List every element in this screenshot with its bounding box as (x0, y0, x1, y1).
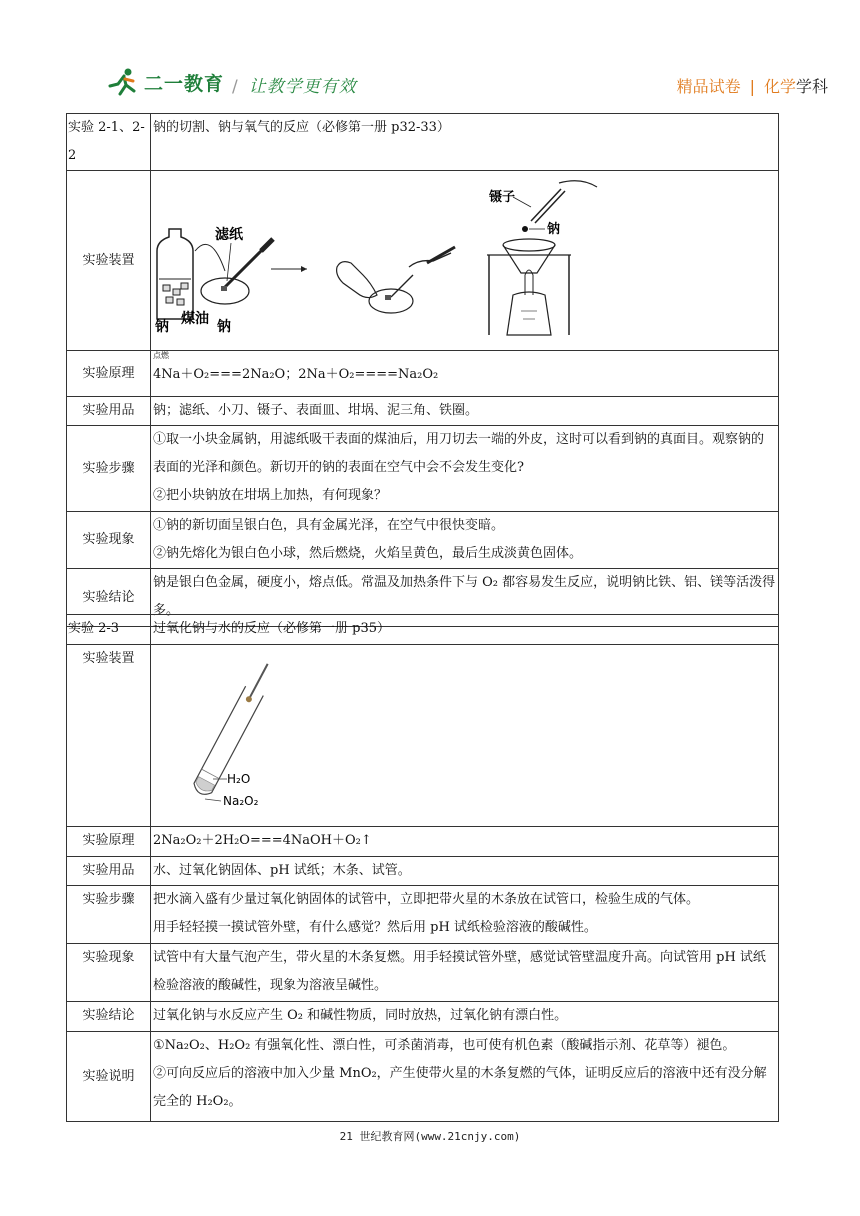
runner-logo-icon (106, 67, 140, 97)
slogan-text: 让教学更有效 (248, 77, 357, 97)
table1-apparatus-label: 实验装置 (67, 171, 151, 351)
tag-subject: 学科 (795, 77, 828, 96)
table1-phenomena-label: 实验现象 (67, 512, 151, 569)
table1-materials-text: 钠；滤纸、小刀、镊子、表面皿、坩埚、泥三角、铁圈。 (151, 397, 779, 426)
table2-steps-cell (151, 886, 779, 944)
table2-title-label: 实验 2-3 (67, 615, 151, 645)
table1-phenomenon-1: ①钠的新切面呈银白色，具有金属光泽，在空气中很快变暗。 (153, 518, 505, 533)
label-sodium-1: 钠 (155, 319, 169, 335)
table2-title: 过氧化钠与水的反应（必修第一册 p35） (151, 615, 779, 645)
table1-conclusion-text: 钠是银白色金属，硬度小，熔点低。常温及加热条件下与 O₂ 都容易发生反应，说明钠比铁、铝、镁等活泼得多。 (151, 569, 779, 627)
table1-title: 钠的切割、钠与氧气的反应（必修第一册 p32-33） (151, 114, 779, 171)
table1-steps-cell (151, 426, 779, 512)
table1-step-1: ①取一小块金属钠，用滤纸吸干表面的煤油后，用刀切去一端的外皮，这时可以看到钠的真面目。观察钠的表面的光泽和颜色。新切开的钠的表面在空气中会不会发生变化? (153, 432, 765, 475)
slogan: / 让教学更有效 (232, 77, 357, 97)
table2-step-2: 用手轻轻摸一摸试管外壁，有什么感觉？然后用 pH 试纸检验溶液的酸碱性。 (153, 920, 597, 935)
page-header (0, 0, 860, 110)
table2-steps-label: 实验步骤 (67, 886, 151, 944)
page-footer: 21 世纪教育网(www.21cnjy.com) (339, 1130, 521, 1143)
label-kerosene: 煤油 (181, 311, 209, 327)
table1-principle-text: 4Na＋O₂===2Na₂O；2Na＋O₂====Na₂O₂ (153, 367, 439, 382)
table2-principle-label: 实验原理 (67, 827, 151, 857)
label-tweezers: 镊子 (489, 190, 516, 205)
label-sodium-peroxide: Na₂O₂ (223, 794, 259, 808)
table2-conclusion-label: 实验结论 (67, 1002, 151, 1032)
table1-apparatus-figure (151, 171, 779, 351)
table2-conclusion-text: 过氧化钠与水反应产生 O₂ 和碱性物质，同时放热，过氧化钠有漂白性。 (151, 1002, 779, 1032)
header-tags: 精品试卷 | 化学学科 (676, 77, 828, 96)
table2-materials-label: 实验用品 (67, 857, 151, 886)
table2-note-2: ②可向反应后的溶液中加入少量 MnO₂，产生使带火星的木条复燃的气体，证明反应后的溶液中还有没分解完全的 H₂O₂。 (153, 1066, 767, 1109)
label-water: H₂O (227, 772, 251, 786)
table1-conclusion-label: 实验结论 (67, 569, 151, 627)
logo (106, 66, 224, 98)
table2-apparatus-label: 实验装置 (67, 645, 151, 827)
label-filter-paper: 滤纸 (215, 227, 243, 243)
sodium-apparatus-illustration (151, 171, 621, 339)
table2-phenomena-text: 试管中有大量气泡产生，带火星的木条复燃。用手轻摸试管外壁，感觉试管壁温度升高。向试管用 pH 试纸检验溶液的酸碱性，现象为溶液呈碱性。 (151, 944, 779, 1002)
table2-materials-text: 水、过氧化钠固体、pH 试纸；木条、试管。 (151, 857, 779, 886)
table1-phenomenon-2: ②钠先熔化为银白色小球，然后燃烧，火焰呈黄色，最后生成淡黄色固体。 (153, 546, 583, 561)
test-tube-illustration (151, 645, 311, 815)
label-sodium-3: 钠 (547, 222, 561, 237)
table2-phenomena-label: 实验现象 (67, 944, 151, 1002)
table2-note-1: ①Na₂O₂、H₂O₂ 有强氧化性、漂白性，可杀菌消毒，也可使有机色素（酸碱指示剂、花草等）褪色。 (153, 1038, 736, 1053)
table1-principle-cell (151, 351, 779, 397)
table1-title-label: 实验 2-1、2-2 (67, 114, 151, 171)
logo-text: 二一教育 (144, 72, 225, 95)
table1-step-2: ②把小块钠放在坩埚上加热，有何现象？ (153, 488, 388, 503)
ignite-note: 点燃 (153, 351, 169, 360)
label-sodium-2: 钠 (217, 319, 231, 335)
tag-chemistry: 化学 (763, 77, 796, 96)
table2-notes-cell (151, 1032, 779, 1122)
table1-principle-label: 实验原理 (67, 351, 151, 397)
table2-step-1: 把水滴入盛有少量过氧化钠固体的试管中，立即把带火星的木条放在试管口，检验生成的气体。 (153, 892, 700, 907)
experiment-table-1 (66, 113, 779, 627)
table2-notes-label: 实验说明 (67, 1032, 151, 1122)
table1-materials-label: 实验用品 (67, 397, 151, 426)
table2-apparatus-figure (151, 645, 779, 827)
tag-quality-paper: 精品试卷 (676, 77, 741, 96)
table1-steps-label: 实验步骤 (67, 426, 151, 512)
experiment-table-2 (66, 614, 779, 1122)
table2-principle-text: 2Na₂O₂＋2H₂O===4NaOH＋O₂↑ (151, 827, 779, 857)
table1-phenomena-cell (151, 512, 779, 569)
